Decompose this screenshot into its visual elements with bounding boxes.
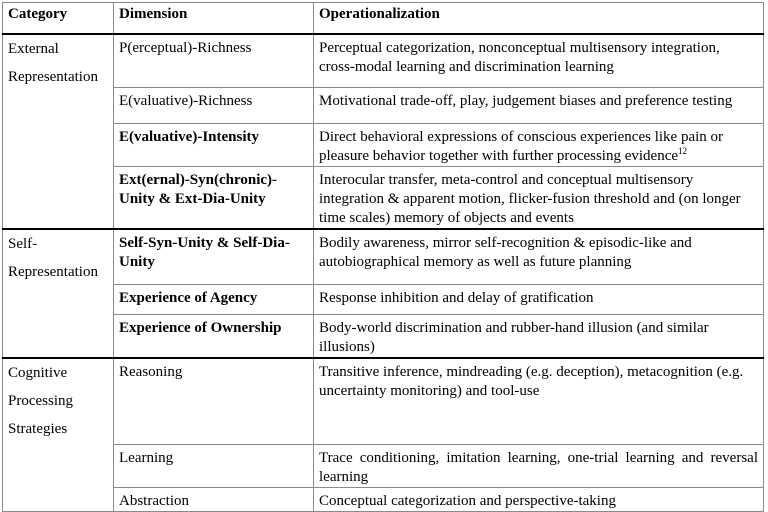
dimension-cell: E(valuative)-Richness [114,87,314,123]
table-row [3,166,764,229]
table-row [3,444,764,487]
operationalization-cell: Bodily awareness, mirror self-recognition & episodic-like and autobiographical memory as well as future planning [314,229,764,285]
operationalization-cell: Interocular transfer, meta-control and conceptual multisensory integration & apparent motion, flicker-fusion threshold and (on longer time scales) memory of objects and events [314,166,764,229]
header-operationalization: Operationalization [314,3,764,35]
table-row [3,285,764,315]
table-row [3,123,764,166]
operationalization-cell: Transitive inference, mindreading (e.g. deception), metacognition (e.g. uncertainty monitoring) and tool-use [314,358,764,444]
dimension-cell: Experience of Ownership [114,315,314,359]
dimension-cell: Experience of Agency [114,285,314,315]
dimension-cell: Learning [114,444,314,487]
operationalization-cell: Trace conditioning, imitation learning, one-trial learning and reversal learning [314,444,764,487]
table-header-row [3,3,764,35]
category-cell: Cognitive Processing Strategies [3,358,114,511]
operationalization-cell: Perceptual categorization, nonconceptual multisensory integration, cross-modal learning and discrimination learning [314,34,764,87]
header-dimension: Dimension [114,3,314,35]
category-cell: External Representation [3,34,114,229]
header-category: Category [3,3,114,35]
footnote-marker: 12 [678,145,688,156]
dimension-cell: Reasoning [114,358,314,444]
operationalization-cell: Conceptual categorization and perspective-taking [314,487,764,511]
table-row [3,87,764,123]
table-row [3,315,764,359]
table-row [3,358,764,444]
table-row [3,34,764,87]
dimension-cell: E(valuative)-Intensity [114,123,314,166]
operationalization-cell: Body-world discrimination and rubber-hand illusion (and similar illusions) [314,315,764,359]
operationalization-cell: Motivational trade-off, play, judgement biases and preference testing [314,87,764,123]
operationalization-cell: Response inhibition and delay of gratification [314,285,764,315]
operationalization-cell [314,123,764,166]
table-row [3,487,764,511]
dimensions-table [2,2,764,512]
table-row [3,229,764,285]
dimension-cell: Ext(ernal)-Syn(chronic)-Unity & Ext-Dia-Unity [114,166,314,229]
operationalization-text: Direct behavioral expressions of conscious experiences like pain or pleasure behavior together with further processing evidence [319,128,724,164]
dimension-cell: Self-Syn-Unity & Self-Dia-Unity [114,229,314,285]
dimension-cell: P(erceptual)-Richness [114,34,314,87]
category-cell: Self-Representation [3,229,114,359]
dimension-cell: Abstraction [114,487,314,511]
